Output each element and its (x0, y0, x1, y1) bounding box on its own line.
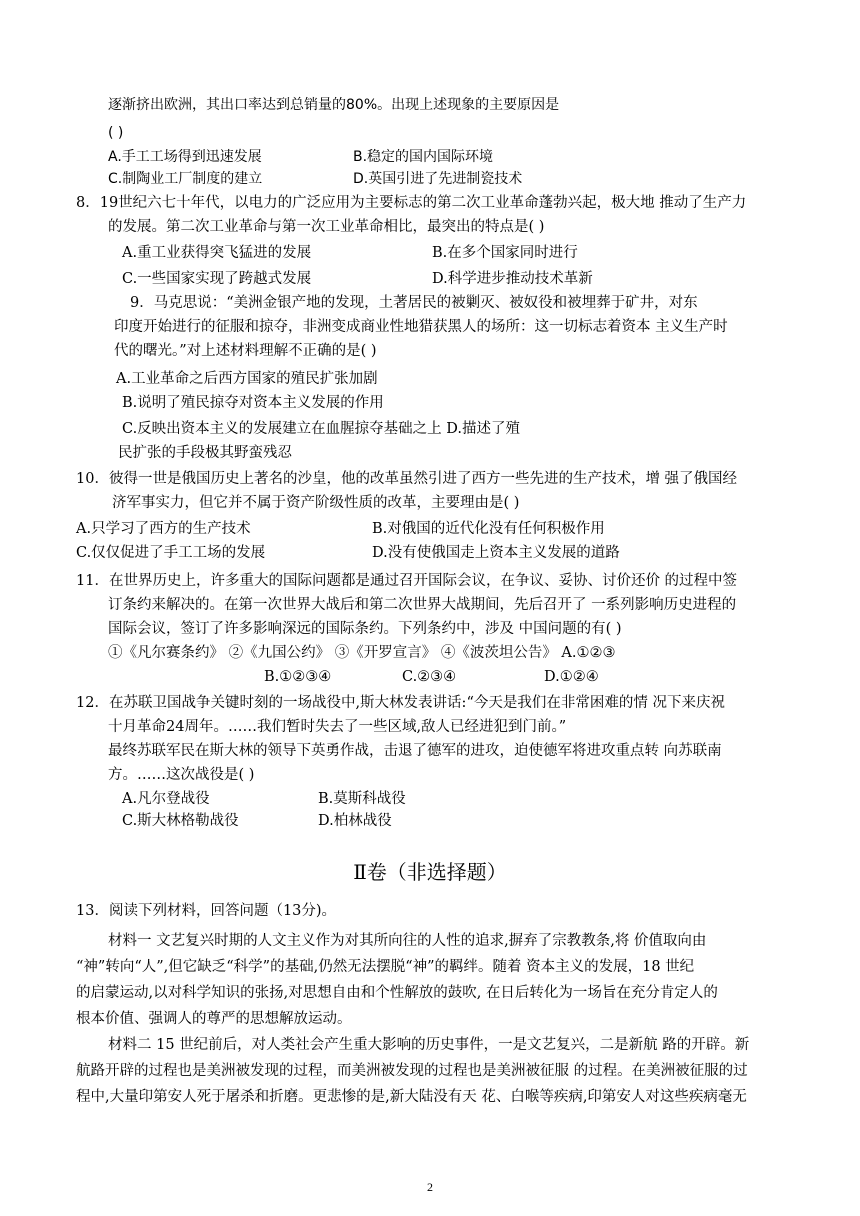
q12-stem-line1: 12．在苏联卫国战争关键时刻的一场战役中,斯大林发表讲话:“今天是我们在非常困难的情 况下来庆祝 (76, 695, 725, 711)
q11-stem-line3: 国际会议，签订了许多影响深远的国际条约。下列条约中，涉及 中国问题的有( ) (108, 621, 622, 637)
q10-stem-line1: 10．彼得一世是俄国历史上著名的沙皇，他的改革虽然引进了西方一些先进的生产技术，增 强了俄国经 (76, 471, 738, 487)
q9-option-b: B.说明了殖民掠夺对资本主义发展的作用 (122, 395, 384, 411)
q12-stem-line2: 十月革命24周年。……我们暂时失去了一些区域,敌人已经进犯到门前。” (108, 719, 567, 735)
q8-stem-line2: 的发展。第二次工业革命与第一次工业革命相比，最突出的特点是( ) (108, 219, 545, 235)
q9-option-c: C.反映出资本主义的发展建立在血腥掠夺基础之上 D.描述了殖 (122, 421, 521, 437)
q11-stem-line2: 订条约来解决的。在第一次世界大战后和第二次世界大战期间，先后召开了 一系列影响历史进程的 (108, 597, 737, 613)
q11-option-b: B.①②③④ (264, 669, 332, 685)
q10-option-b: B.对俄国的近代化没有任何积极作用 (372, 521, 605, 537)
q13-material2-line1: 材料二 15 世纪前后，对人类社会产生重大影响的历史事件，一是文艺复兴，二是新航 路的开辟。新 (108, 1037, 750, 1053)
q12-option-b: B.莫斯科战役 (318, 791, 406, 807)
q10-option-d: D.没有使俄国走上资本主义发展的道路 (372, 545, 620, 561)
section-title: Ⅱ卷（非选择题） (353, 860, 507, 884)
q13-material1-line1: 材料一 文艺复兴时期的人文主义作为对其所向往的人性的追求,摒弃了宗教教条,将 价值取向由 (108, 933, 707, 949)
q13-material1-line4: 根本价值、强调人的尊严的思想解放运动。 (76, 1011, 352, 1027)
q9-stem-line1: 9．马克思说：“美洲金银产地的发现，土著居民的被剿灭、被奴役和被埋葬于矿井，对东 (130, 295, 698, 311)
q13-material1-line2: “神”转向“人”,但它缺乏“科学”的基础,仍然无法摆脱“神”的羁绊。随着 资本主义的发展，18 世纪 (76, 959, 695, 975)
q13-material2-line2: 航路开辟的过程也是美洲被发现的过程，而美洲被发现的过程也是美洲被征服 的过程。在美洲被征服的过 (76, 1063, 748, 1079)
q13-stem: 13．阅读下列材料，回答问题（13分)。 (76, 903, 337, 919)
q10-option-c: C.仅仅促进了手工工场的发展 (76, 545, 266, 561)
q11-option-d: D.①②④ (544, 669, 599, 685)
q10-option-a: A.只学习了西方的生产技术 (76, 521, 251, 537)
q7-option-b: B.稳定的国内国际环境 (353, 149, 494, 165)
q11-option-c: C.②③④ (402, 669, 457, 685)
q11-stem-line1: 11．在世界历史上，许多重大的国际问题都是通过召开国际会议，在争议、妥协、讨价还价 的过程中签 (76, 573, 738, 589)
q11-treaties-and-option-a: ①《凡尔赛条约》 ②《九国公约》 ③《开罗宣言》 ④《波茨坦公告》 A.①②③ (108, 645, 616, 661)
q13-material2-line3: 程中,大量印第安人死于屠杀和折磨。更悲惨的是,新大陆没有天 花、白喉等疾病,印第安人对这些疾病毫无 (76, 1089, 747, 1105)
q7-option-a: A.手工工场得到迅速发展 (108, 149, 262, 165)
q8-option-a: A.重工业获得突飞猛进的发展 (122, 245, 312, 261)
q8-option-b: B.在多个国家同时进行 (432, 245, 578, 261)
q9-option-a: A.工业革命之后西方国家的殖民扩张加剧 (116, 371, 378, 387)
q9-option-c-continued: 民扩张的手段极其野蛮残忍 (118, 445, 292, 461)
q7-answer-paren: ( ) (108, 125, 124, 141)
q13-material1-line3: 的启蒙运动,以对科学知识的张扬,对思想自由和个性解放的鼓吹, 在日后转化为一场旨在充分肯定人的 (76, 985, 718, 1001)
q12-stem-line4: 方。……这次战役是( ) (108, 767, 255, 783)
q8-stem-line1: 8．19世纪六七十年代，以电力的广泛应用为主要标志的第二次工业革命蓬勃兴起，极大地 推动了生产力 (76, 195, 747, 211)
q8-option-d: D.科学进步推动技术革新 (432, 271, 593, 287)
q8-option-c: C.一些国家实现了跨越式发展 (122, 271, 312, 287)
q9-stem-line2: 印度开始进行的征服和掠夺，非洲变成商业性地猎获黑人的场所：这一切标志着资本 主义生产时 (114, 319, 728, 335)
q12-stem-line3: 最终苏联军民在斯大林的领导下英勇作战，击退了德军的进攻，迫使德军将进攻重点转 向苏联南 (108, 743, 722, 759)
q9-stem-line3: 代的曙光。”对上述材料理解不正确的是( ) (114, 343, 377, 359)
q10-stem-line2: 济军事实力，但它并不属于资产阶级性质的改革，主要理由是( ) (112, 495, 520, 511)
q12-option-d: D.柏林战役 (318, 813, 392, 829)
q12-option-a: A.凡尔登战役 (122, 791, 210, 807)
q7-option-c: C.制陶业工厂制度的建立 (108, 171, 263, 187)
q7-stem-tail: 逐渐挤出欧洲，其出口率达到总销量的80%。出现上述现象的主要原因是 (108, 97, 560, 113)
q7-option-d: D.英国引进了先进制瓷技术 (353, 171, 523, 187)
page-number: 2 (427, 1180, 433, 1194)
q12-option-c: C.斯大林格勒战役 (122, 813, 239, 829)
